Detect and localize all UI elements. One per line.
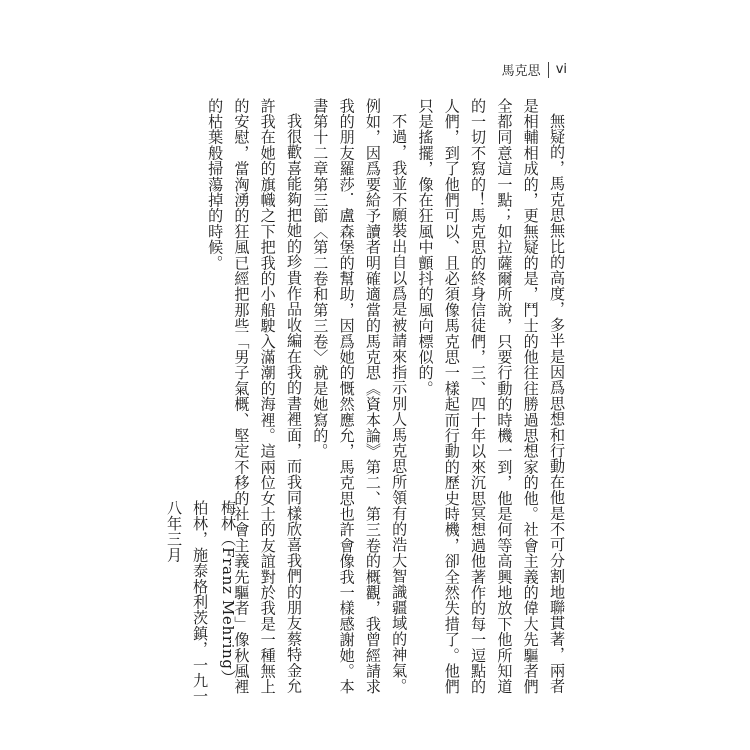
paragraph-1: 無疑的，馬克思無比的高度，多半是因爲思想和行動在他是不可分割地聯貫著，兩者是相輔相成的，更無疑的是，鬥士的他往往勝過思想家的他。社會主義的偉大先驅者們全都同意這一點；如拉薩爾所說，只要行動的時機一到，他是何等高興地放下他所知道的一切不寫的！馬克思的終身信徒們，三、四十年以來沉思冥想過他著作的每一逗點的人們，到了他們可以、且必須像馬克思一樣起而行動的歷史時機，卻全然失措了。他們只是搖擺，像在狂風中顫抖的風向標似的。 — [416, 98, 566, 695]
running-header — [502, 60, 567, 79]
signature-place-date: 柏林，施泰格利茨鎮，一九一八年三月 — [165, 500, 209, 705]
page-number: vi — [555, 62, 567, 77]
running-title: 馬克思 — [501, 64, 541, 79]
header-divider — [548, 62, 549, 78]
paragraph-3: 我很歡喜能夠把她的珍貴作品收編在我的書裡面，而我同樣欣喜我們的朋友蔡特金允許我在她的旗幟之下把我的小船駛入滿潮的海裡。這兩位女士的友誼對於我是一種無上的安慰，當洶湧的狂風已經把那些「男子氣概、堅定不移的社會主義先驅者」像秋風裡的枯葉般掃蕩掉的時候。 — [206, 98, 304, 695]
signature-author: 梅林（Franz Mehring） — [219, 500, 237, 686]
paragraph-2: 不過，我並不願裝出自以爲是被請來指示別人馬克思所領有的浩大智識疆域的神氣。例如，因爲要給予讀者明確適當的馬克思《資本論》第二、第三卷的概觀，我曾經請求我的朋友羅莎．盧森堡的幫助，因爲她的慨然應允，馬克思也許會像我一樣感謝她。本書第十二章第三節〈第二卷和第三卷〉就是她寫的。 — [311, 98, 409, 695]
body-text — [202, 98, 570, 698]
